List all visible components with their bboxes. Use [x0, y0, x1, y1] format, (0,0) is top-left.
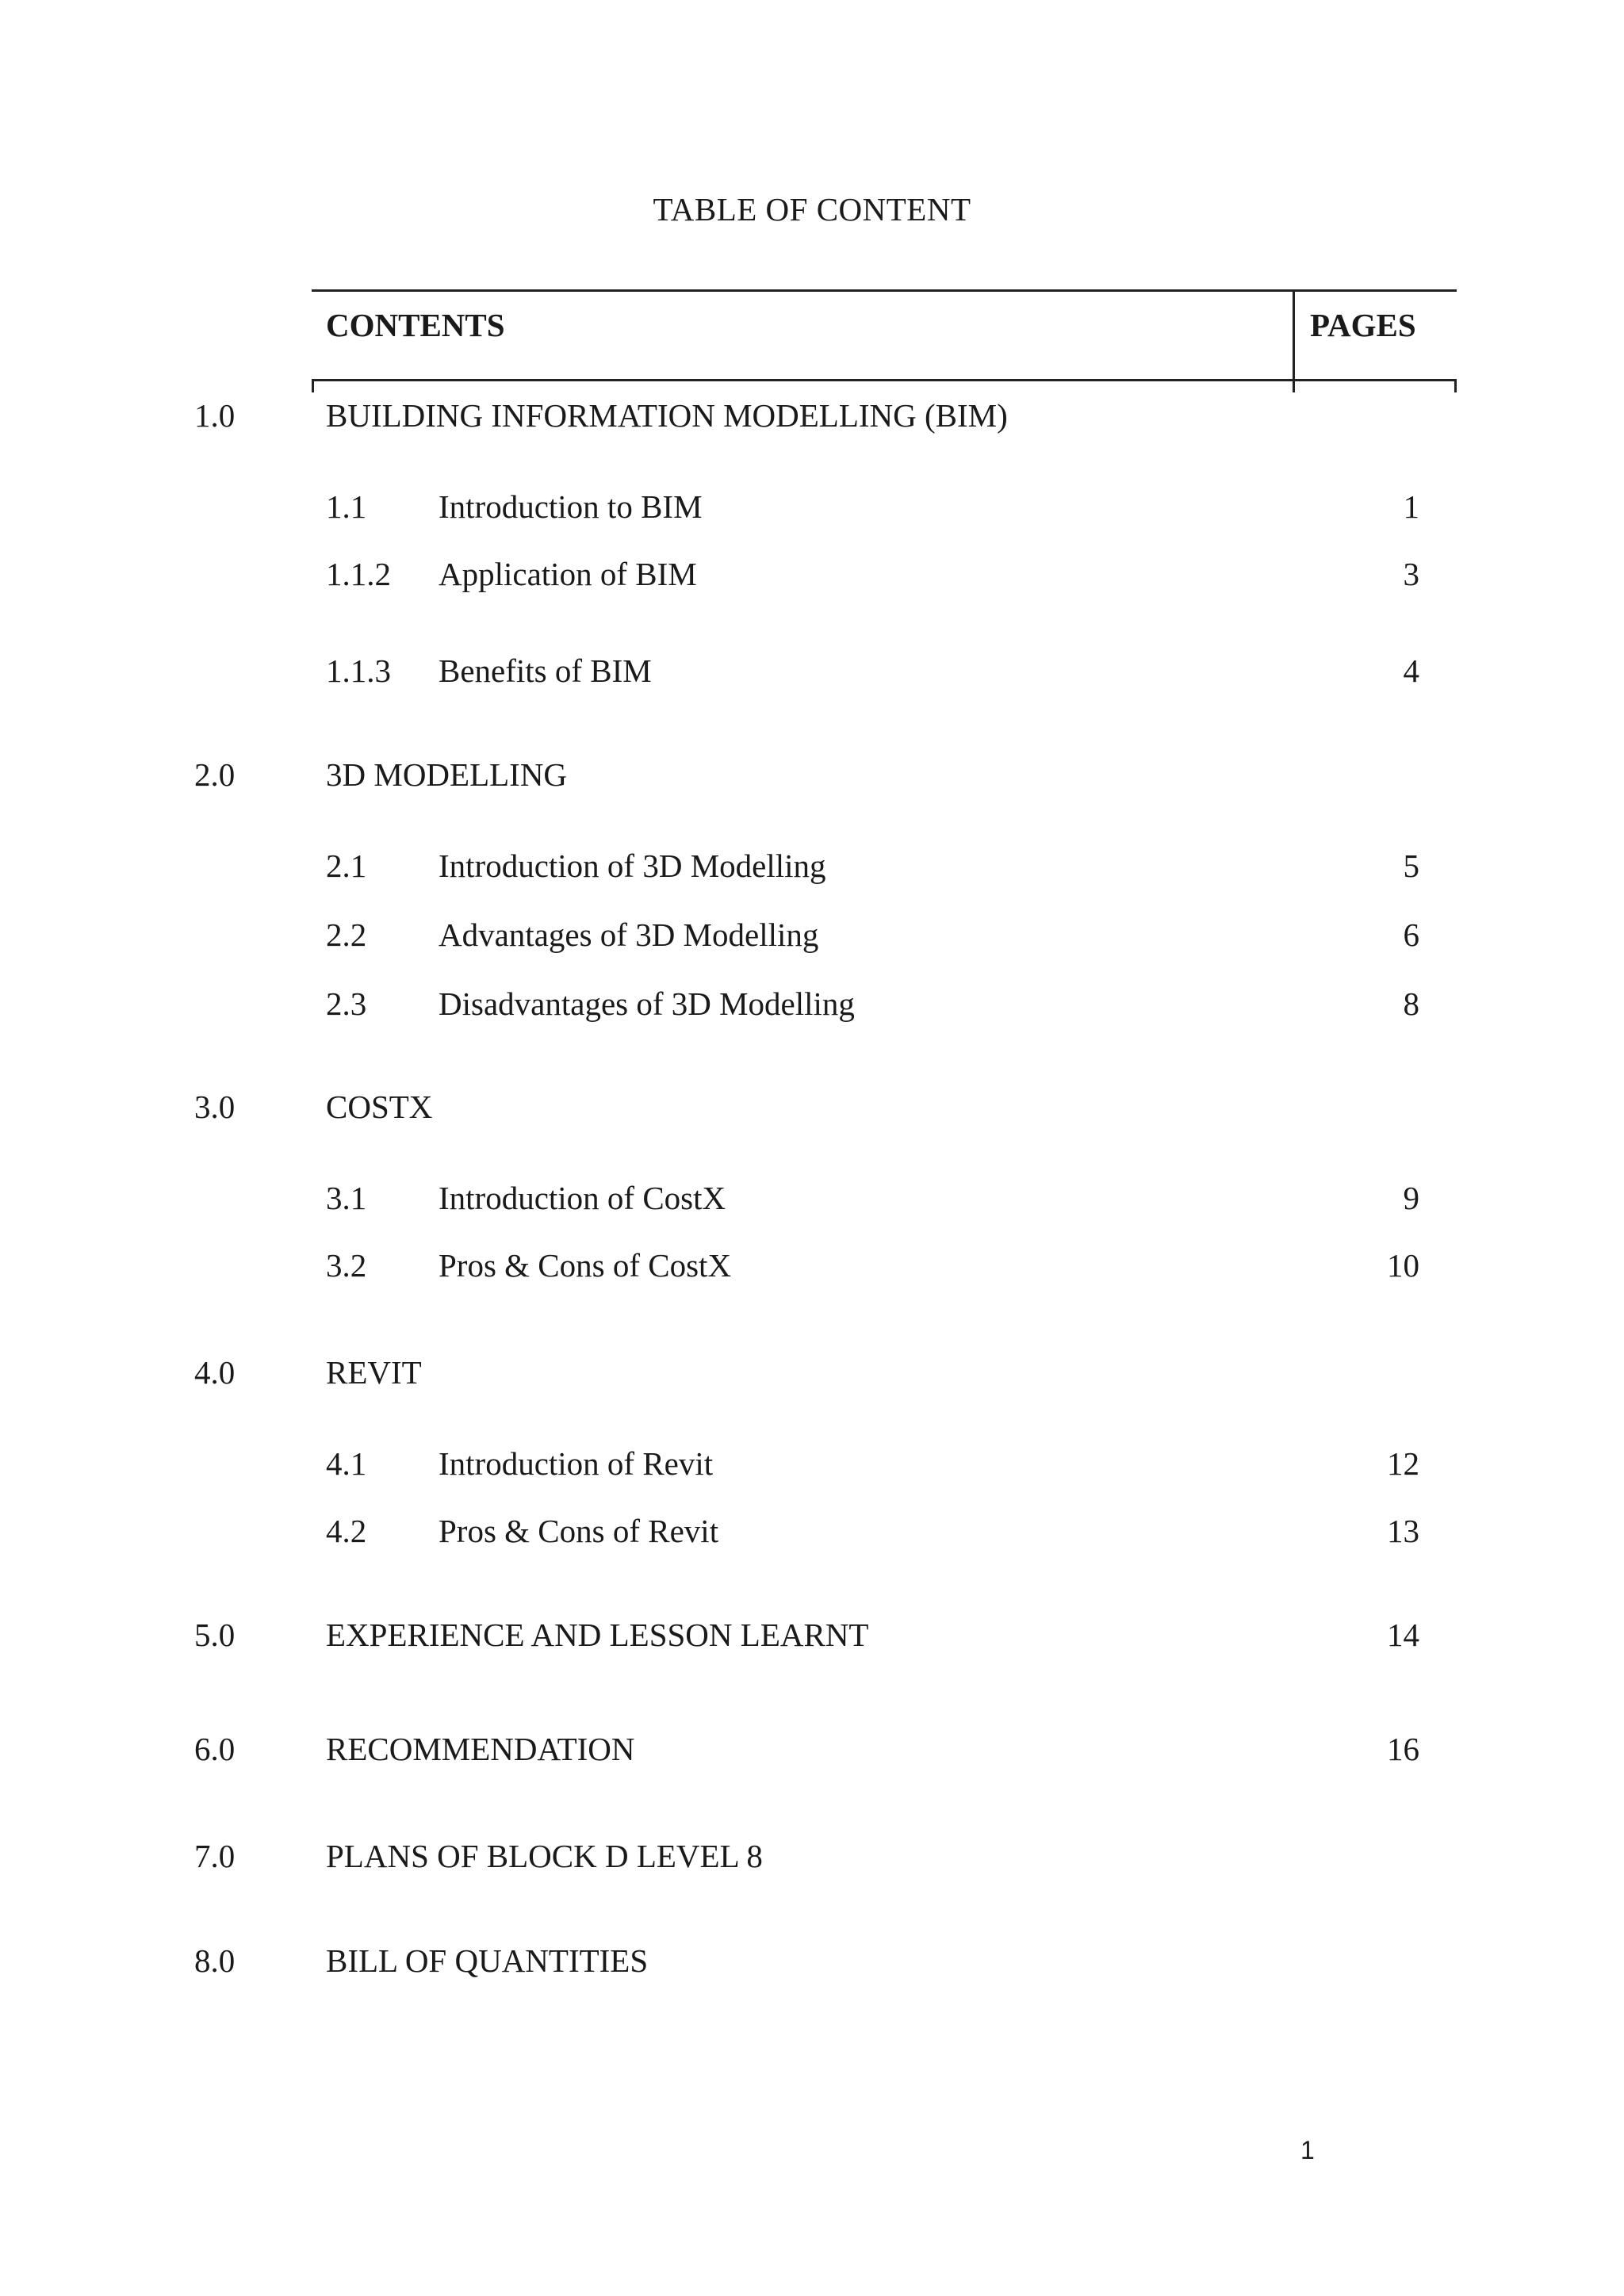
section-number: 4.0: [194, 1354, 236, 1391]
subsection-title: Introduction of 3D Modelling: [439, 848, 826, 884]
section-number: 1.0: [194, 397, 236, 434]
toc-section-row: [0, 756, 1624, 797]
page-number: 4: [1403, 652, 1419, 689]
subsection-title: Introduction of CostX: [439, 1180, 726, 1216]
header-bottom-rule: [312, 379, 1457, 381]
subsection-number: 3.1: [326, 1180, 367, 1216]
subsection-title: Benefits of BIM: [439, 652, 652, 689]
toc-section-row: [0, 1616, 1624, 1657]
subsection-title: Application of BIM: [439, 556, 697, 592]
header-column-divider: [1293, 289, 1295, 392]
pages-column-header: PAGES: [1310, 307, 1416, 343]
subsection-number: 3.2: [326, 1247, 367, 1284]
subsection-number: 2.1: [326, 848, 367, 884]
toc-subsection-row: [0, 985, 1624, 1026]
subsection-number: 4.2: [326, 1513, 367, 1549]
subsection-number: 2.2: [326, 916, 367, 953]
header-right-tick: [1454, 379, 1457, 392]
page-number: 14: [1387, 1617, 1419, 1653]
subsection-number: 1.1: [326, 488, 367, 525]
section-title: BILL OF QUANTITIES: [326, 1942, 649, 1979]
section-number: 2.0: [194, 756, 236, 793]
page-number: 10: [1387, 1247, 1419, 1284]
page-number: 12: [1387, 1445, 1419, 1482]
section-number: 8.0: [194, 1942, 236, 1979]
page-number: 8: [1403, 985, 1419, 1022]
subsection-number: 4.1: [326, 1445, 367, 1482]
toc-subsection-row: [0, 1179, 1624, 1220]
section-title: EXPERIENCE AND LESSON LEARNT: [326, 1617, 869, 1653]
subsection-title: Pros & Cons of CostX: [439, 1247, 732, 1284]
page-number: 3: [1403, 556, 1419, 592]
page-number: 6: [1403, 916, 1419, 953]
section-number: 7.0: [194, 1838, 236, 1874]
subsection-title: Disadvantages of 3D Modelling: [439, 985, 855, 1022]
section-number: 5.0: [194, 1617, 236, 1653]
section-title: REVIT: [326, 1354, 422, 1391]
footer-page-number: 1: [1300, 2136, 1315, 2164]
page-number: 13: [1387, 1513, 1419, 1549]
toc-section-row: [0, 1837, 1624, 1878]
subsection-title: Pros & Cons of Revit: [439, 1513, 719, 1549]
subsection-number: 1.1.2: [326, 556, 391, 592]
toc-section-row: [0, 1730, 1624, 1771]
page-title: TABLE OF CONTENT: [653, 191, 971, 228]
toc-subsection-row: [0, 916, 1624, 957]
section-title: BUILDING INFORMATION MODELLING (BIM): [326, 397, 1008, 434]
toc-subsection-row: [0, 555, 1624, 596]
subsection-number: 1.1.3: [326, 652, 391, 689]
page-number: 1: [1403, 488, 1419, 525]
page-number: 16: [1387, 1731, 1419, 1767]
toc-section-row: [0, 1088, 1624, 1129]
subsection-number: 2.3: [326, 985, 367, 1022]
subsection-title: Advantages of 3D Modelling: [439, 916, 819, 953]
page-number: 5: [1403, 848, 1419, 884]
section-title: RECOMMENDATION: [326, 1731, 635, 1767]
section-title: COSTX: [326, 1089, 433, 1125]
toc-subsection-row: [0, 488, 1624, 529]
toc-subsection-row: [0, 652, 1624, 693]
toc-subsection-row: [0, 1445, 1624, 1486]
toc-section-row: [0, 396, 1624, 438]
section-number: 3.0: [194, 1089, 236, 1125]
contents-column-header: CONTENTS: [326, 307, 505, 343]
subsection-title: Introduction to BIM: [439, 488, 703, 525]
section-number: 6.0: [194, 1731, 236, 1767]
toc-subsection-row: [0, 1246, 1624, 1288]
subsection-title: Introduction of Revit: [439, 1445, 714, 1482]
toc-subsection-row: [0, 847, 1624, 888]
toc-subsection-row: [0, 1512, 1624, 1553]
toc-section-row: [0, 1942, 1624, 1983]
header-top-rule: [312, 289, 1457, 292]
toc-section-row: [0, 1353, 1624, 1395]
page-number: 9: [1403, 1180, 1419, 1216]
section-title: PLANS OF BLOCK D LEVEL 8: [326, 1838, 763, 1874]
section-title: 3D MODELLING: [326, 756, 568, 793]
header-left-tick: [312, 379, 314, 392]
